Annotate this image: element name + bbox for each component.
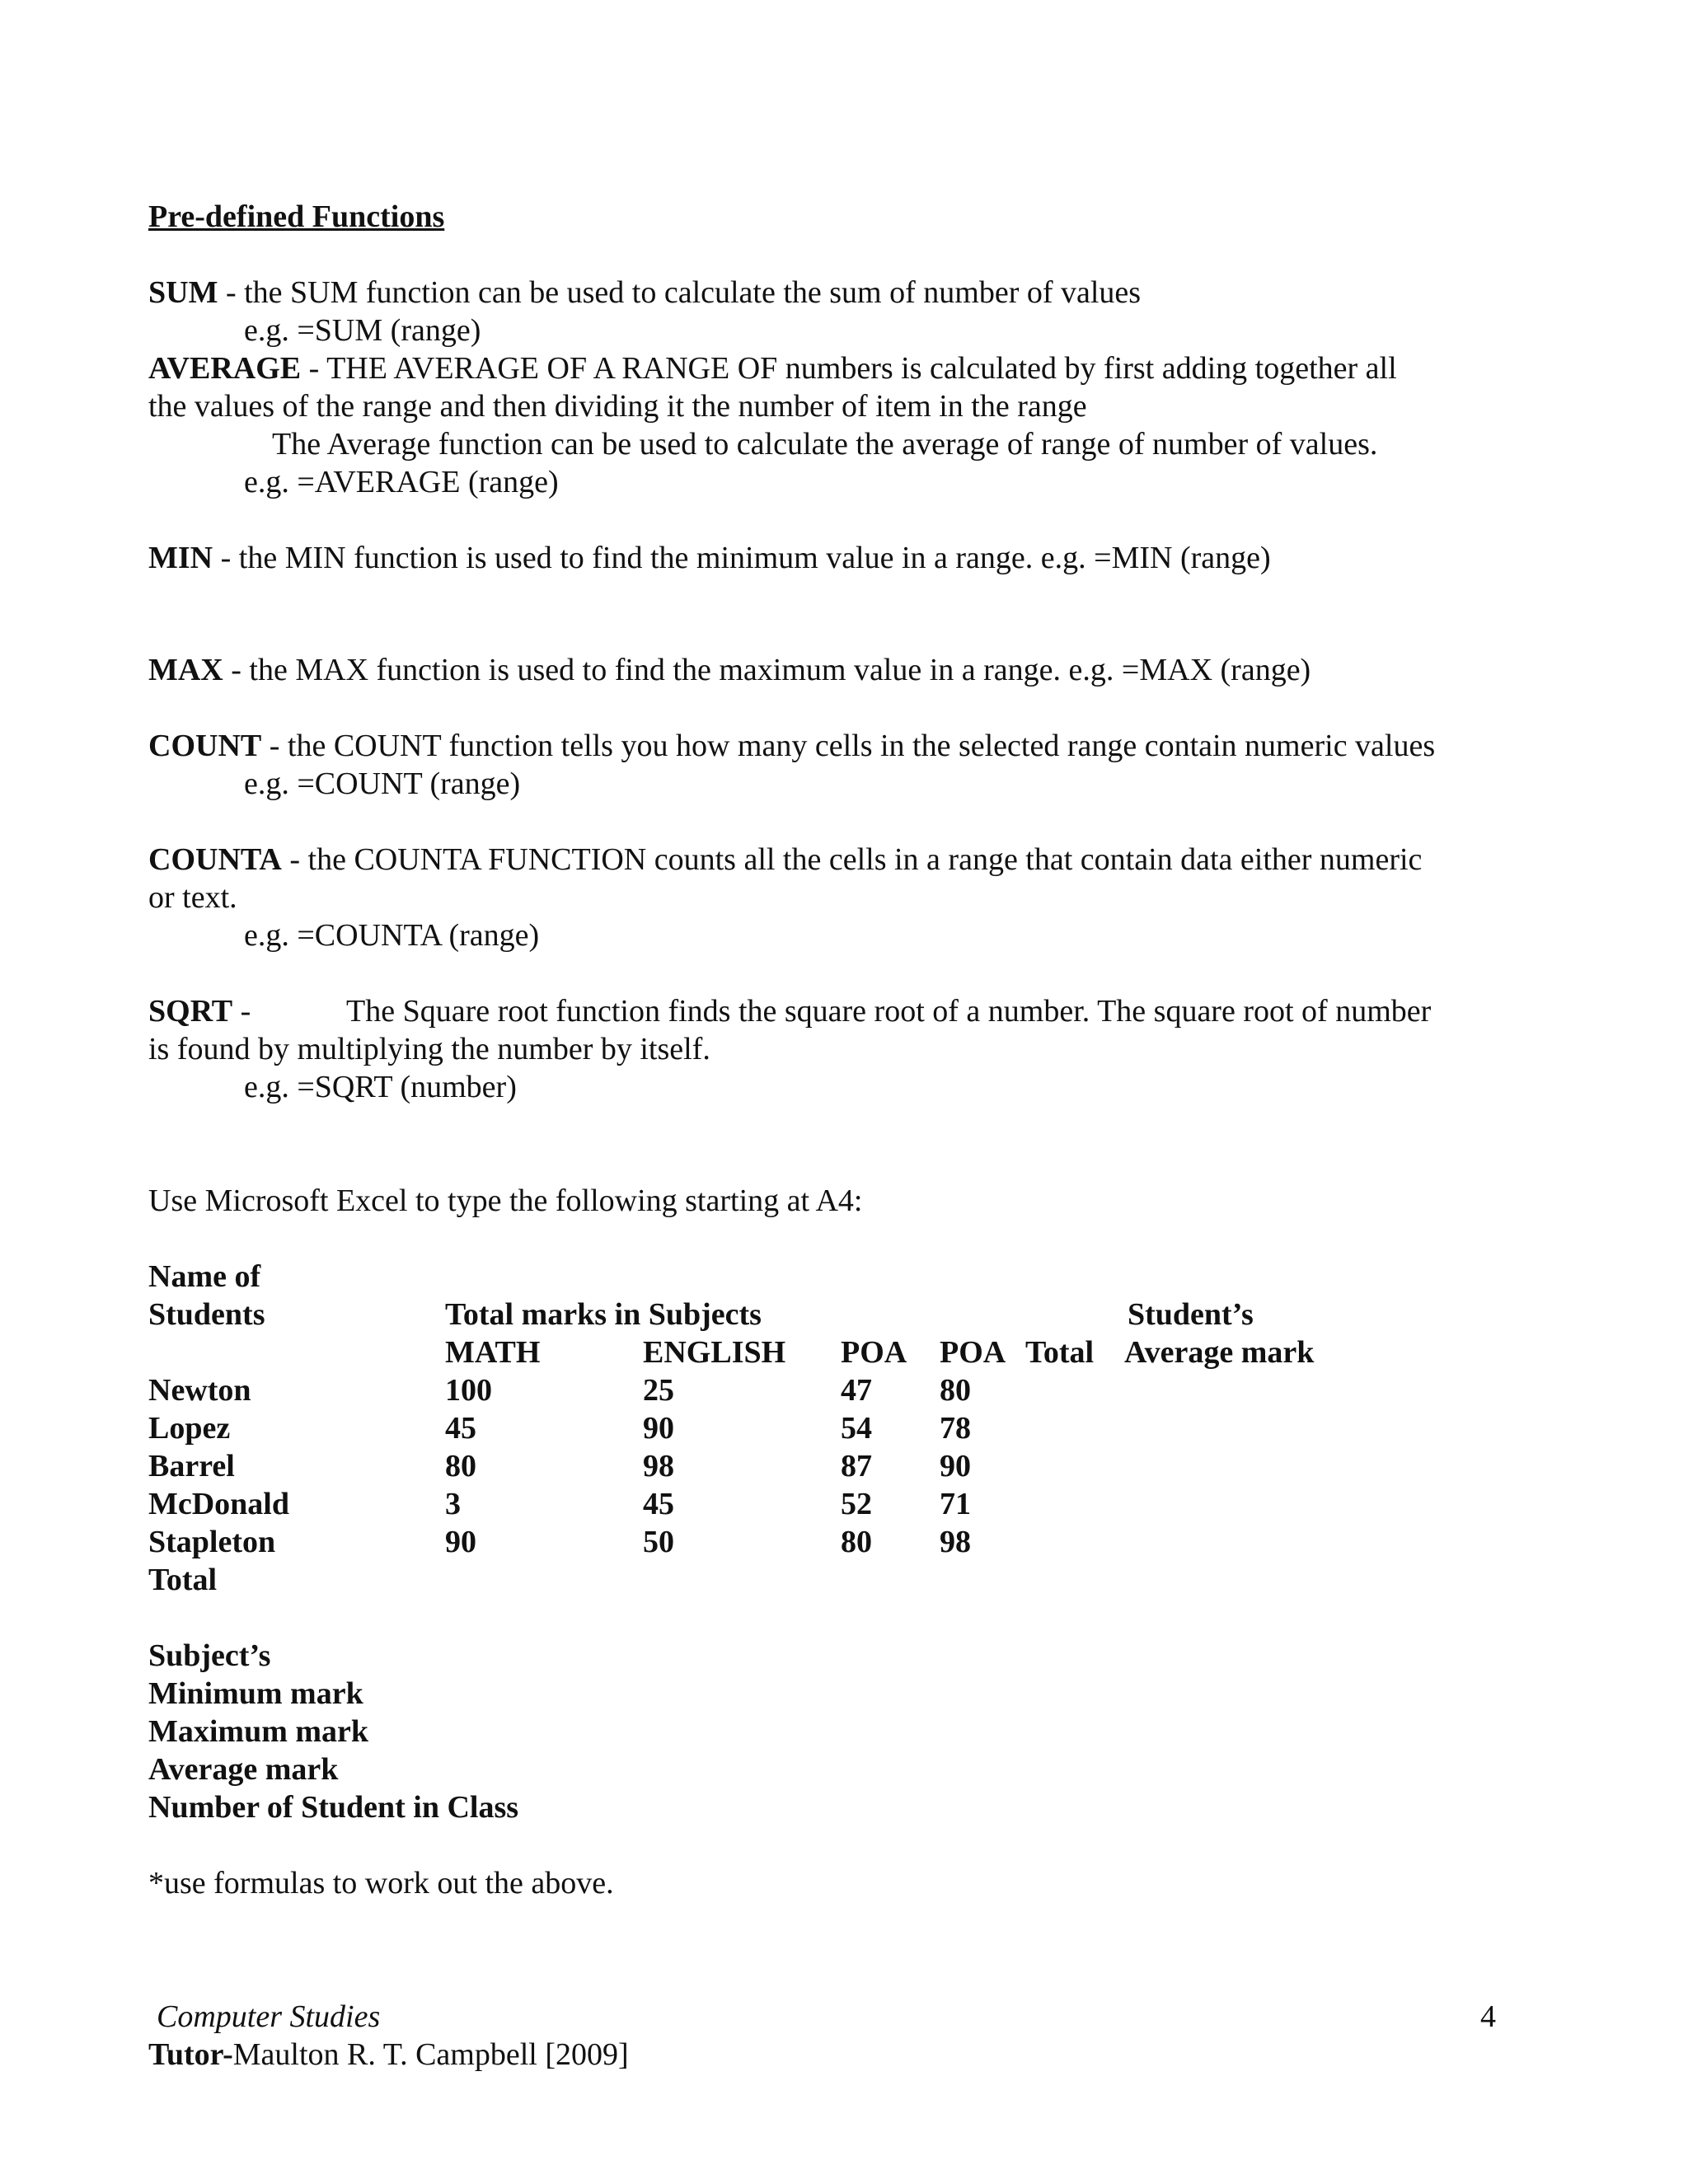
cell-math: 90 (445, 1525, 476, 1559)
row-name: Stapleton (148, 1525, 276, 1559)
column-poa-2: POA (940, 1335, 1006, 1370)
sum-name: SUM (148, 275, 218, 310)
max-line (148, 651, 1311, 689)
average-desc-3: The Average function can be used to calculate the average of range of number of values. (272, 427, 1378, 462)
count-example: e.g. =COUNT (range) (244, 766, 521, 801)
column-total: Total (1025, 1335, 1095, 1370)
summary-subjects: Subject’s (148, 1638, 271, 1673)
max-desc: - the MAX function is used to find the maximum value in a range. e.g. =MAX (range) (223, 653, 1311, 687)
counta-example: e.g. =COUNTA (range) (244, 918, 540, 953)
average-line (148, 349, 1397, 387)
cell-poa-1: 80 (841, 1525, 872, 1559)
sqrt-desc-1: The Square root function finds the square root of a number. The square root of number (346, 994, 1432, 1029)
row-name: McDonald (148, 1487, 289, 1521)
row-name: Lopez (148, 1411, 231, 1446)
row-name: Newton (148, 1373, 251, 1408)
average-name: AVERAGE (148, 351, 302, 386)
header-name-of: Name of (148, 1259, 261, 1294)
cell-poa-2: 98 (940, 1525, 971, 1559)
instruction-text: Use Microsoft Excel to type the following starting at A4: (148, 1183, 863, 1218)
header-total-marks: Total marks in Subjects (445, 1297, 762, 1332)
cell-english: 50 (643, 1525, 674, 1559)
header-students-average-2: Average mark (1124, 1335, 1315, 1370)
cell-math: 45 (445, 1411, 476, 1446)
sqrt-example: e.g. =SQRT (number) (244, 1070, 517, 1104)
sum-line (148, 274, 1141, 312)
min-name: MIN (148, 541, 213, 575)
page-heading: Pre-defined Functions (148, 199, 445, 234)
footer-tutor (148, 2036, 629, 2074)
formula-note: *use formulas to work out the above. (148, 1866, 614, 1900)
cell-english: 90 (643, 1411, 674, 1446)
cell-math: 100 (445, 1373, 492, 1408)
max-name: MAX (148, 653, 223, 687)
cell-poa-1: 47 (841, 1373, 872, 1408)
row-total: Total (148, 1563, 218, 1597)
cell-poa-2: 78 (940, 1411, 971, 1446)
column-math: MATH (445, 1335, 541, 1370)
min-desc: - the MIN function is used to find the minimum value in a range. e.g. =MIN (range) (213, 541, 1271, 575)
counta-line (148, 841, 1422, 879)
sqrt-line (148, 992, 251, 1030)
summary-minimum-mark: Minimum mark (148, 1676, 363, 1711)
column-english: ENGLISH (643, 1335, 786, 1370)
footer-tutor-label: Tutor- (148, 2037, 233, 2072)
summary-maximum-mark: Maximum mark (148, 1714, 369, 1749)
count-name: COUNT (148, 729, 262, 763)
count-line (148, 727, 1435, 765)
sqrt-dash: - (232, 994, 251, 1029)
counta-desc-1: - the COUNTA FUNCTION counts all the cells in a range that contain data either numeric (281, 842, 1423, 877)
average-example: e.g. =AVERAGE (range) (244, 465, 559, 499)
cell-english: 25 (643, 1373, 674, 1408)
summary-average-mark: Average mark (148, 1752, 339, 1787)
cell-math: 80 (445, 1449, 476, 1483)
footer-course: Computer Studies (157, 1999, 381, 2034)
cell-math: 3 (445, 1487, 461, 1521)
sum-desc: - the SUM function can be used to calculate the sum of number of values (218, 275, 1142, 310)
cell-english: 98 (643, 1449, 674, 1483)
counta-desc-2: or text. (148, 880, 237, 915)
average-desc-1: - THE AVERAGE OF A RANGE OF numbers is calculated by first adding together all (301, 351, 1397, 386)
cell-poa-1: 54 (841, 1411, 872, 1446)
summary-number-of-students: Number of Student in Class (148, 1790, 519, 1825)
counta-name: COUNTA (148, 842, 282, 877)
header-students: Students (148, 1297, 265, 1332)
footer-tutor-name: Maulton R. T. Campbell [2009] (232, 2037, 629, 2072)
min-line (148, 539, 1271, 577)
sum-example: e.g. =SUM (range) (244, 313, 481, 348)
sqrt-desc-2: is found by multiplying the number by itself. (148, 1032, 710, 1066)
page-number: 4 (1480, 1999, 1496, 2034)
cell-poa-2: 71 (940, 1487, 971, 1521)
count-desc: - the COUNT function tells you how many cells in the selected range contain numeric values (261, 729, 1436, 763)
cell-poa-1: 87 (841, 1449, 872, 1483)
cell-poa-2: 80 (940, 1373, 971, 1408)
header-students-average-1: Student’s (1128, 1297, 1254, 1332)
average-desc-2: the values of the range and then dividing it the number of item in the range (148, 389, 1087, 424)
sqrt-name: SQRT (148, 994, 233, 1029)
cell-poa-2: 90 (940, 1449, 971, 1483)
column-poa-1: POA (841, 1335, 907, 1370)
cell-poa-1: 52 (841, 1487, 872, 1521)
cell-english: 45 (643, 1487, 674, 1521)
row-name: Barrel (148, 1449, 235, 1483)
